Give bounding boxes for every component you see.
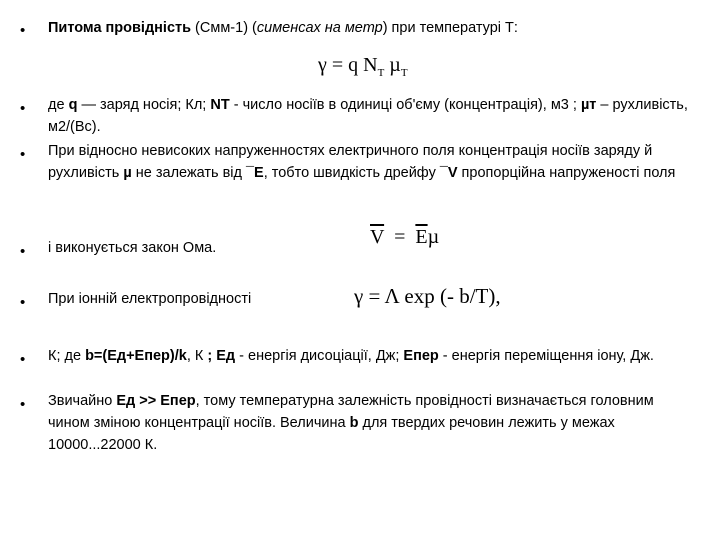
bullet-5: • xyxy=(20,294,26,311)
p6-part2: , К xyxy=(186,348,208,364)
paragraph-7 xyxy=(48,390,698,456)
p2-nt: NT xyxy=(210,97,230,113)
bullet-3: • xyxy=(20,146,26,163)
formula-1-sub2: T xyxy=(400,67,408,79)
formula-2-v: $\overline{V}$ xyxy=(370,226,385,248)
bullet-1: • xyxy=(20,22,26,39)
p3-part1: При відносно невисоких напруженностях електричного поля концентрація носіїв заряду й рухливість xyxy=(48,143,653,181)
p3-part4: пропорційна напруженості поля xyxy=(457,165,676,181)
formula-1-lhs: γ = q N xyxy=(318,54,378,76)
paragraph-2 xyxy=(48,94,698,138)
p3-part2: не залежать від ¯ xyxy=(131,165,255,181)
conductivity-rest: ) при температурі Т: xyxy=(382,20,518,36)
p2-mut: µт xyxy=(580,97,597,113)
p6-part4: - енергія переміщення іону, Дж. xyxy=(438,348,654,364)
conductivity-title: Питома провідність xyxy=(48,20,192,36)
formula-ionic: γ = Λ exp (- b/T), xyxy=(354,284,501,308)
paragraph-1 xyxy=(48,17,698,39)
paragraph-3 xyxy=(48,140,698,184)
p2-part3: - число носіїв в одиниці об'єму (концентрація), м3 ; xyxy=(229,97,581,113)
bullet-6: • xyxy=(20,351,26,368)
p6-b: b=(Ед+Епер)/k xyxy=(85,348,187,364)
conductivity-unit-italic: сименсах на метр xyxy=(256,20,383,36)
formula-1-sub1: T xyxy=(377,67,385,79)
formula-conductivity xyxy=(318,54,408,79)
p7-part2: , тому температурна залежність провідності визначається головним чином зміною концентрації носіїв. Величина xyxy=(48,393,654,431)
formula-1-mu: µ xyxy=(384,54,401,76)
bullet-2: • xyxy=(20,100,26,117)
p7-b: b xyxy=(349,415,359,431)
p6-part3: - енергія дисоціації, Дж; xyxy=(235,348,404,364)
conductivity-unit: (Смм-1) ( xyxy=(191,20,257,36)
p7-ed: Ед >> Епер xyxy=(116,393,196,409)
formula-2-e: $\overline{E}$ xyxy=(415,226,428,248)
p2-part1: де xyxy=(48,97,69,113)
bullet-4: • xyxy=(20,243,26,260)
p2-part4: – рухливість, м2/(Вс). xyxy=(48,97,688,135)
formula-2-mu: µ xyxy=(427,226,440,248)
bullet-7: • xyxy=(20,396,26,413)
p3-mu: µ xyxy=(123,165,132,181)
p2-part2: — заряд носія; Кл; xyxy=(77,97,211,113)
paragraph-4: і виконується закон Ома. xyxy=(48,240,217,256)
formula-2-eq: = xyxy=(384,226,416,248)
p3-e: E xyxy=(254,165,264,181)
p6-part1: К; де xyxy=(48,348,86,364)
p3-part3: , тобто швидкість дрейфу ¯ xyxy=(263,165,448,181)
p7-part3: для твердих речовин лежить у межах 10000...22000 К. xyxy=(48,415,615,453)
p6-ed: ; Ед xyxy=(207,348,236,364)
p6-ep: Епер xyxy=(403,348,439,364)
p2-q: q xyxy=(68,97,78,113)
paragraph-6 xyxy=(48,345,698,367)
p3-v: V xyxy=(447,165,458,181)
paragraph-5: При іонній електропровідності xyxy=(48,291,252,307)
p7-part1: Звичайно xyxy=(48,393,117,409)
